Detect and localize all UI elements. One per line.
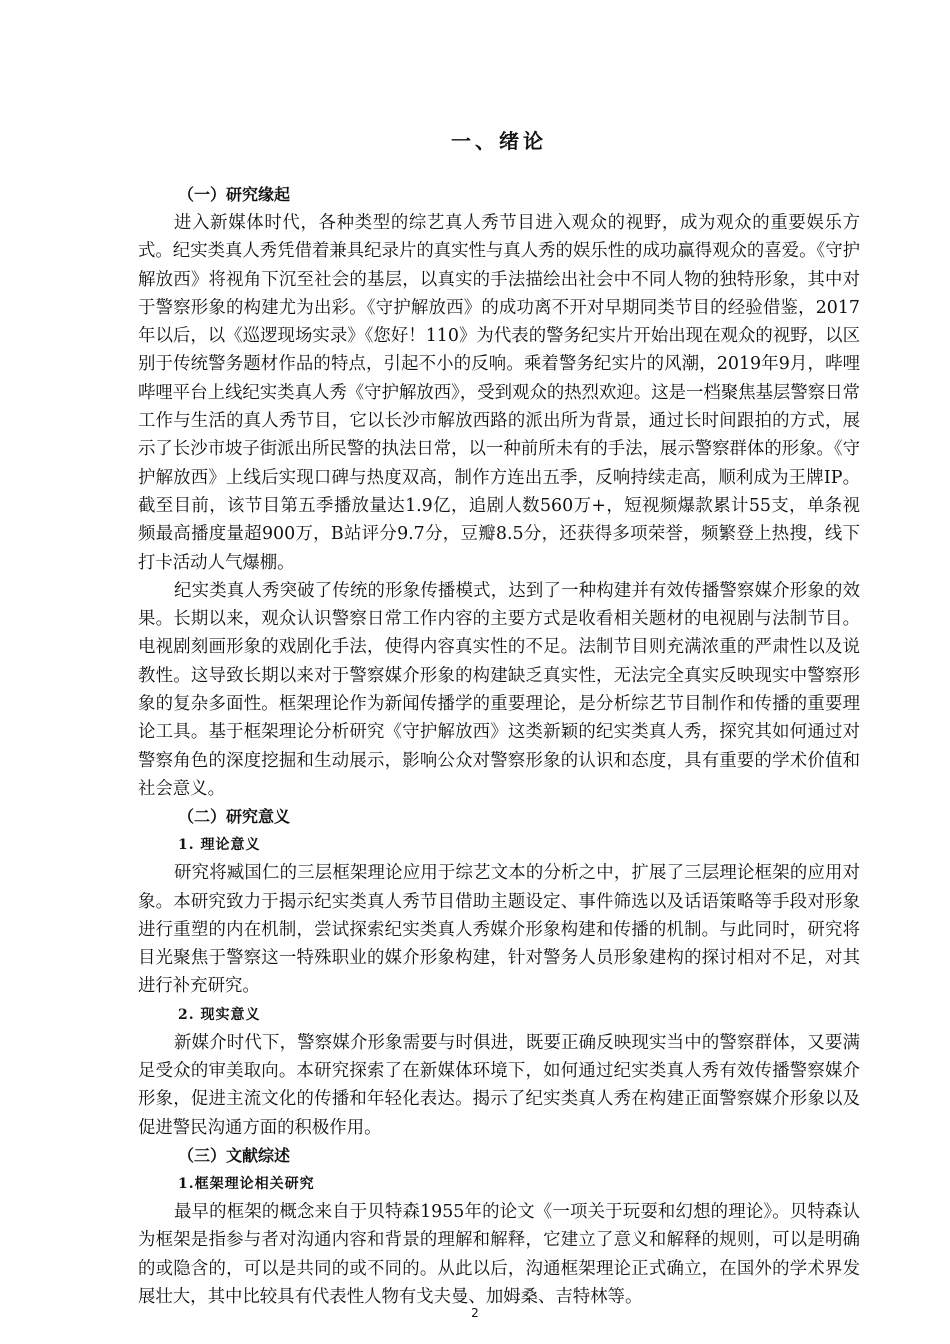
paragraph-theory: 研究将臧国仁的三层框架理论应用于综艺文本的分析之中，扩展了三层理论框架的应用对象。本研究致力于揭示纪实类真人秀节目借助主题设定、事件筛选以及话语策略等手段对形象进行重塑的内在机制，尝试探索纪实类真人秀媒介形象构建和传播的机制。与此同时，研究将目光聚焦于警察这一特殊职业的媒介形象构建，针对警务人员形象建构的探讨相对不足，对其进行补充研究。 (138, 863, 860, 997)
section-heading-origin: （一）研究缘起 (178, 185, 291, 204)
page-content (138, 125, 860, 1311)
section-heading-review: （三）文献综述 (178, 1145, 291, 1165)
sub-heading-framing: 1.框架理论相关研究 (178, 1175, 315, 1192)
section-heading-significance: （二）研究意义 (178, 807, 291, 827)
paragraph-origin-2: 纪实类真人秀突破了传统的形象传播模式，达到了一种构建并有效传播警察媒介形象的效果。长期以来，观众认识警察日常工作内容的主要方式是收看相关题材的电视剧与法制节目。电视剧刻画形象的戏剧化手法，使得内容真实性的不足。法制节目则充满浓重的严肃性以及说教性。这导致长期以来对于警察媒介形象的构建缺乏真实性，无法完全真实反映现实中警察形象的复杂多面性。框架理论作为新闻传播学的重要理论，是分析综艺节目制作和传播的重要理论工具。基于框架理论分析研究《守护解放西》这类新颖的纪实类真人秀，探究其如何通过对警察角色的深度挖掘和生动展示，影响公众对警察形象的认识和态度，具有重要的学术价值和社会意义。 (138, 580, 860, 799)
sub-heading-theory: 1. 理论意义 (178, 837, 261, 854)
sub-heading-practice: 2. 现实意义 (178, 1006, 261, 1023)
paragraph-framing: 最早的框架的概念来自于贝特森1955年的论文《一项关于玩耍和幻想的理论》。贝特森认为框架是指参与者对沟通内容和背景的理解和解释，它建立了意义和解释的规则，可以是明确的或隐含的，可以是共同的或不同的。从此以后，沟通框架理论正式确立，在国外的学术界发展壮大，其中比较具有代表性人物有戈夫曼、加姆桑、吉特林等。 (138, 1201, 860, 1307)
page-number: 2 (471, 1306, 479, 1320)
paragraph-origin-1: 进入新媒体时代，各种类型的综艺真人秀节目进入观众的视野，成为观众的重要娱乐方式。纪实类真人秀凭借着兼具纪录片的真实性与真人秀的娱乐性的成功赢得观众的喜爱。《守护解放西》将视角下沉至社会的基层，以真实的手法描绘出社会中不同人物的独特形象，其中对于警察形象的构建尤为出彩。《守护解放西》的成功离不开对早期同类节目的经验借鉴，2017年以后，以《巡逻现场实录》《您好！110》为代表的警务纪实片开始出现在观众的视野，以区别于传统警务题材作品的特点，引起不小的反响。乘着警务纪实片的风潮，2019年9月，哔哩哔哩平台上线纪实类真人秀《守护解放西》，受到观众的热烈欢迎。这是一档聚焦基层警察日常工作与生活的真人秀节目，它以长沙市解放西路的派出所为背景，通过长时间跟拍的方式，展示了长沙市坡子街派出所民警的执法日常，以一种前所未有的手法，展示警察群体的形象。《守护解放西》上线后实现口碑与热度双高，制作方连出五季，反响持续走高，顺利成为王牌IP。截至目前，该节目第五季播放量达1.9亿，追剧人数560万+，短视频爆款累计55支，单条视频最高播度量超900万，B站评分9.7分，豆瓣8.5分，还获得多项荣誉，频繁登上热搜，线下打卡活动人气爆棚。 (138, 213, 860, 573)
paragraph-practice: 新媒介时代下，警察媒介形象需要与时俱进，既要正确反映现实当中的警察群体，又要满足受众的审美取向。本研究探索了在新媒体环境下，如何通过纪实类真人秀有效传播警察媒介形象，促进主流文化的传播和年轻化表达。揭示了纪实类真人秀在构建正面警察媒介形象以及促进警民沟通方面的积极作用。 (138, 1032, 860, 1138)
chapter-title: 一、绪论 (451, 129, 547, 153)
